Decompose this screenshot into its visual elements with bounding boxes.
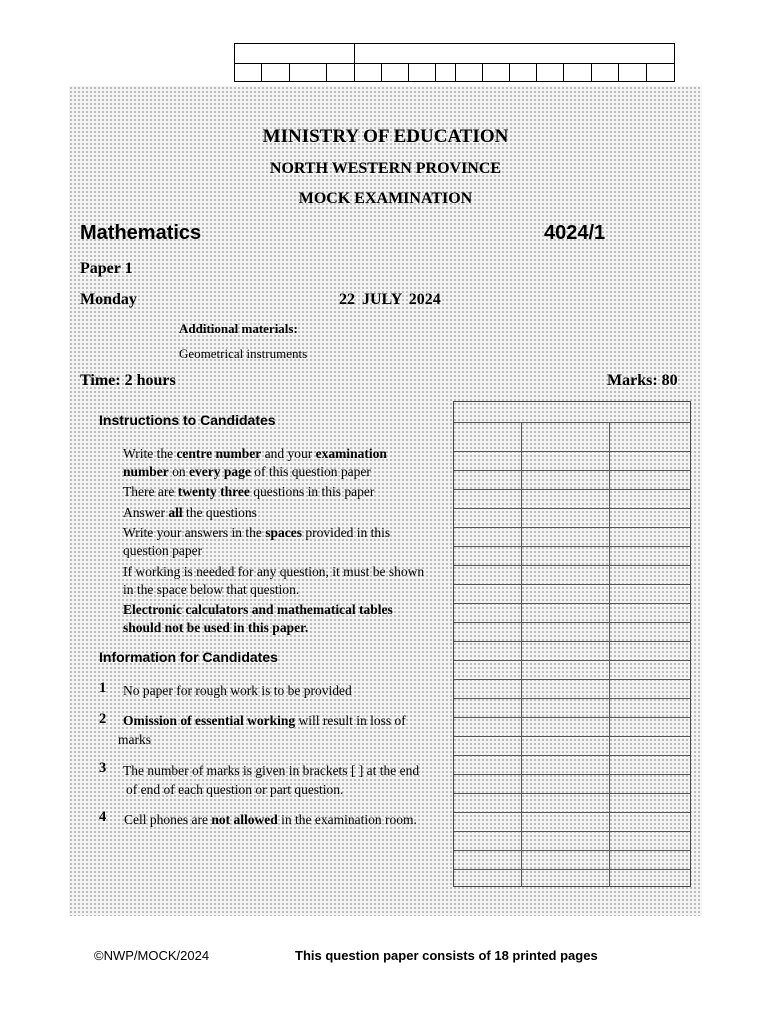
info-number: 4 <box>99 809 107 825</box>
grid-divider <box>354 44 355 63</box>
exam-date: 22 JULY 2024 <box>339 291 441 308</box>
page-count-note: This question paper consists of 18 printed pages <box>295 948 598 963</box>
info-number: 1 <box>99 680 107 696</box>
information-heading: Information for Candidates <box>99 649 278 665</box>
additional-materials-label: Additional materials: <box>179 321 298 336</box>
info-item: The number of marks is given in brackets [ ] at the end of end of each question or part question. <box>123 763 420 797</box>
copyright: ©NWP/MOCK/2024 <box>94 948 210 963</box>
exam-marks: Marks: 80 <box>607 372 678 389</box>
candidate-number-grid <box>234 43 675 82</box>
instruction-item: Write the centre number and your examination number on every page of this question paper <box>123 446 387 479</box>
province-title: NORTH WESTERN PROVINCE <box>269 160 502 177</box>
instruction-item: Electronic calculators and mathematical tables should not be used in this paper. <box>123 602 393 635</box>
info-item: Cell phones are not allowed in the examination room. <box>124 812 417 827</box>
ministry-title: MINISTRY OF EDUCATION <box>262 126 509 147</box>
subject-code: 4024/1 <box>544 222 606 244</box>
instruction-item: There are twenty three questions in this paper <box>123 484 375 499</box>
instructions-heading: Instructions to Candidates <box>99 412 276 428</box>
instruction-item: If working is needed for any question, it must be shown in the space below that question. <box>123 564 425 597</box>
info-number: 3 <box>99 760 107 776</box>
exam-day: Monday <box>80 291 137 308</box>
additional-materials-items: Geometrical instruments <box>179 346 308 361</box>
paper-number: Paper 1 <box>80 260 133 277</box>
exam-time: Time: 2 hours <box>80 372 176 389</box>
instruction-item: Answer all the questions <box>123 505 257 520</box>
info-item: Omission of essential working will result in loss of marks <box>118 713 406 747</box>
instruction-item: Write your answers in the spaces provided in this question paper <box>123 525 391 558</box>
grid-header-row <box>235 44 674 64</box>
subject-name: Mathematics <box>80 222 202 244</box>
info-item: No paper for rough work is to be provided <box>123 683 352 698</box>
examiner-marks-table <box>453 401 691 887</box>
info-number: 2 <box>99 711 107 727</box>
exam-title: MOCK EXAMINATION <box>298 190 473 207</box>
